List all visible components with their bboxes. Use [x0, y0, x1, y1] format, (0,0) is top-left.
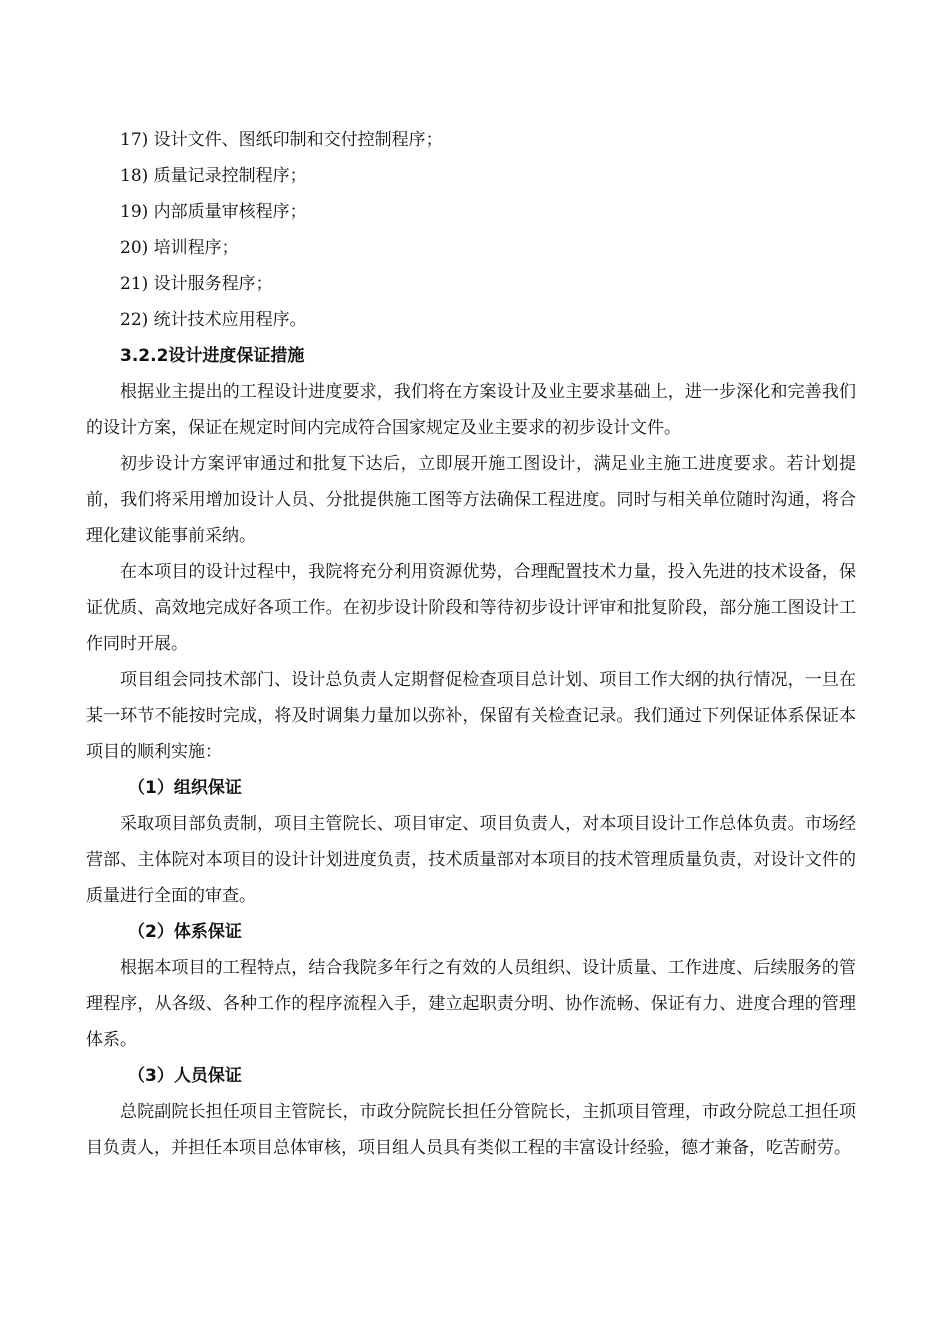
paragraph-supervision: 项目组会同技术部门、设计总负责人定期督促检查项目总计划、项目工作大纲的执行情况，一旦在某一环节不能按时完成，将及时调集力量加以弥补，保留有关检查记录。我们通过下列保证体系保证本项目的顺利实施： — [86, 670, 856, 762]
list-item-18: 18) 质量记录控制程序； — [120, 166, 307, 186]
list-item-19: 19) 内部质量审核程序； — [120, 202, 307, 222]
subsection-text-personnel: 总院副院长担任项目主管院长，市政分院院长担任分管院长，主抓项目管理，市政分院总工担任项目负责人，并担任本项目总体审核，项目组人员具有类似工程的丰富设计经验，德才兼备，吃苦耐劳。 — [86, 1102, 856, 1158]
paragraph-progress-requirements: 根据业主提出的工程设计进度要求，我们将在方案设计及业主要求基础上，进一步深化和完善我们的设计方案，保证在规定时间内完成符合国家规定及业主要求的初步设计文件。 — [86, 382, 856, 438]
subsection-heading-system: （2）体系保证 — [128, 922, 242, 942]
subsection-text-system: 根据本项目的工程特点，结合我院多年行之有效的人员组织、设计质量、工作进度、后续服务的管理程序，从各级、各种工作的程序流程入手，建立起职责分明、协作流畅、保证有力、进度合理的管理体系。 — [86, 958, 856, 1050]
list-item-17: 17) 设计文件、图纸印制和交付控制程序； — [120, 130, 443, 150]
list-item-21: 21) 设计服务程序； — [120, 274, 273, 294]
paragraph-resource-allocation: 在本项目的设计过程中，我院将充分利用资源优势，合理配置技术力量，投入先进的技术设备，保证优质、高效地完成好各项工作。在初步设计阶段和等待初步设计评审和批复阶段，部分施工图设计工作同时开展。 — [86, 562, 856, 654]
subsection-heading-personnel: （3）人员保证 — [128, 1066, 242, 1086]
list-item-22: 22) 统计技术应用程序。 — [120, 310, 307, 330]
list-item-20: 20) 培训程序； — [120, 238, 239, 258]
paragraph-construction-drawing: 初步设计方案评审通过和批复下达后，立即展开施工图设计，满足业主施工进度要求。若计划提前，我们将采用增加设计人员、分批提供施工图等方法确保工程进度。同时与相关单位随时沟通，将合理化建议能事前采纳。 — [86, 454, 856, 546]
section-heading: 3.2.2设计进度保证措施 — [120, 346, 305, 366]
subsection-heading-organization: （1）组织保证 — [128, 778, 242, 798]
subsection-text-organization: 采取项目部负责制，项目主管院长、项目审定、项目负责人，对本项目设计工作总体负责。市场经营部、主体院对本项目的设计计划进度负责，技术质量部对本项目的技术管理质量负责，对设计文件的质量进行全面的审查。 — [86, 814, 856, 906]
document-body — [86, 122, 856, 1166]
